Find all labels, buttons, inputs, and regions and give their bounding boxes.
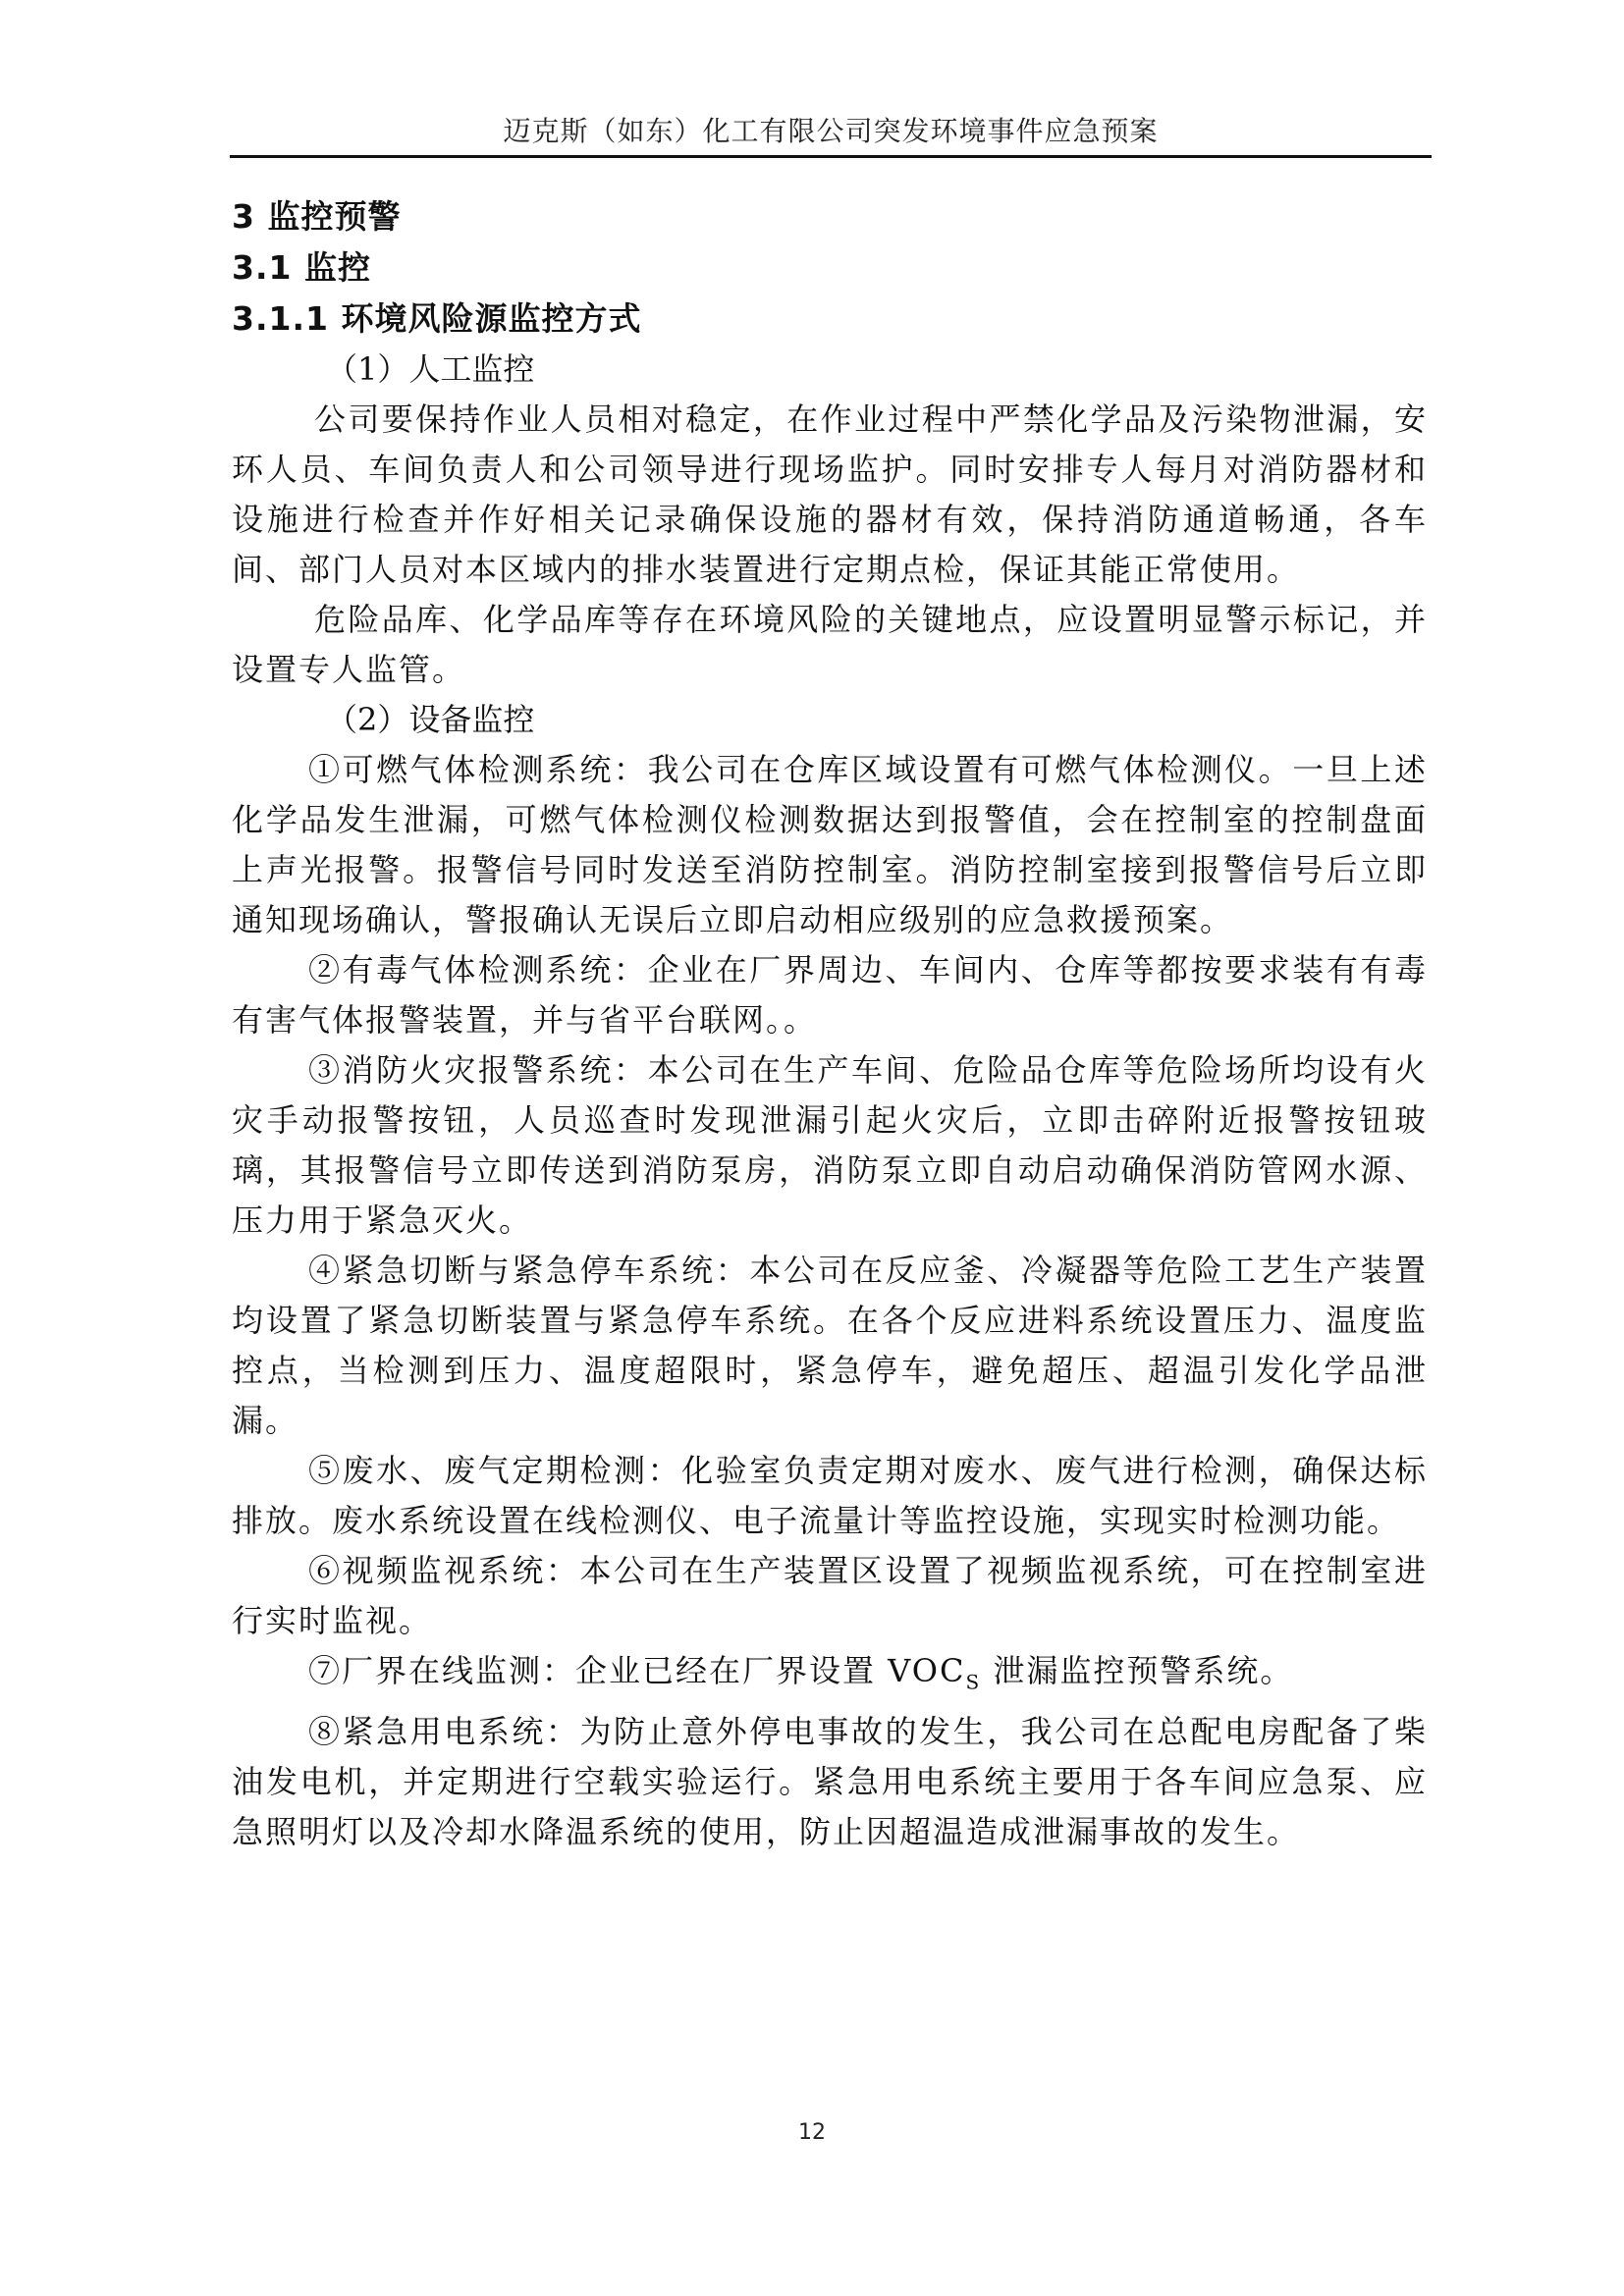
- header-divider: [230, 155, 1432, 158]
- heading-section-3-1: 3.1 监控: [232, 248, 371, 287]
- equipment-item-7-tail: 泄漏监控预警系统。: [981, 1652, 1294, 1689]
- document-body: [232, 191, 1428, 1857]
- equipment-monitoring-label: （2）设备监控: [326, 701, 535, 738]
- equipment-item-1: ①可燃气体检测系统：我公司在仓库区域设置有可燃气体检测仪。一旦上述化学品发生泄漏，可燃气体检测仪检测数据达到报警值，会在控制室的控制盘面上声光报警。报警信号同时发送至消防控制室。消防控制室接到报警信号后立即通知现场确认，警报确认无误后立即启动相应级别的应急救援预案。: [232, 751, 1428, 938]
- page-number: 12: [798, 2120, 826, 2145]
- equipment-item-4: ④紧急切断与紧急停车系统：本公司在反应釜、冷凝器等危险工艺生产装置均设置了紧急切断装置与紧急停车系统。在各个反应进料系统设置压力、温度监控点，当检测到压力、温度超限时，紧急停车，避免超压、超温引发化学品泄漏。: [232, 1252, 1428, 1439]
- equipment-item-8: ⑧紧急用电系统：为防止意外停电事故的发生，我公司在总配电房配备了柴油发电机，并定期进行空载实验运行。紧急用电系统主要用于各车间应急泵、应急照明灯以及冷却水降温系统的使用，防止因超温造成泄漏事故的发生。: [232, 1713, 1428, 1851]
- equipment-item-2: ②有毒气体检测系统：企业在厂界周边、车间内、仓库等都按要求装有有毒有害气体报警装置，并与省平台联网。。: [232, 951, 1428, 1039]
- manual-paragraph-2: 危险品库、化学品库等存在环境风险的关键地点，应设置明显警示标记，并设置专人监管。: [232, 601, 1428, 688]
- equipment-item-7-subscript: S: [965, 1670, 982, 1694]
- equipment-item-7: [232, 1646, 1428, 1707]
- equipment-item-7-text: ⑦厂界在线监测：企业已经在厂界设置 VOC: [308, 1652, 966, 1689]
- heading-section-3-1-1: 3.1.1 环境风险源监控方式: [232, 299, 642, 338]
- page-header-title: 迈克斯（如东）化工有限公司突发环境事件应急预案: [503, 115, 1159, 147]
- heading-section-3: 3 监控预警: [232, 197, 402, 236]
- equipment-item-3: ③消防火灾报警系统：本公司在生产车间、危险品仓库等危险场所均设有火灾手动报警按钮，人员巡查时发现泄漏引起火灾后，立即击碎附近报警按钮玻璃，其报警信号立即传送到消防泵房，消防泵立即自动启动确保消防管网水源、压力用于紧急灭火。: [232, 1051, 1428, 1239]
- manual-paragraph-1: 公司要保持作业人员相对稳定，在作业过程中严禁化学品及污染物泄漏，安环人员、车间负责人和公司领导进行现场监护。同时安排专人每月对消防器材和设施进行检查并作好相关记录确保设施的器材有效，保持消防通道畅通，各车间、部门人员对本区域内的排水装置进行定期点检，保证其能正常使用。: [232, 400, 1428, 588]
- equipment-item-6: ⑥视频监视系统：本公司在生产装置区设置了视频监视系统，可在控制室进行实时监视。: [232, 1552, 1428, 1639]
- equipment-item-5: ⑤废水、废气定期检测：化验室负责定期对废水、废气进行检测，确保达标排放。废水系统设置在线检测仪、电子流量计等监控设施，实现实时检测功能。: [232, 1452, 1428, 1539]
- manual-monitoring-label: （1）人工监控: [326, 350, 535, 388]
